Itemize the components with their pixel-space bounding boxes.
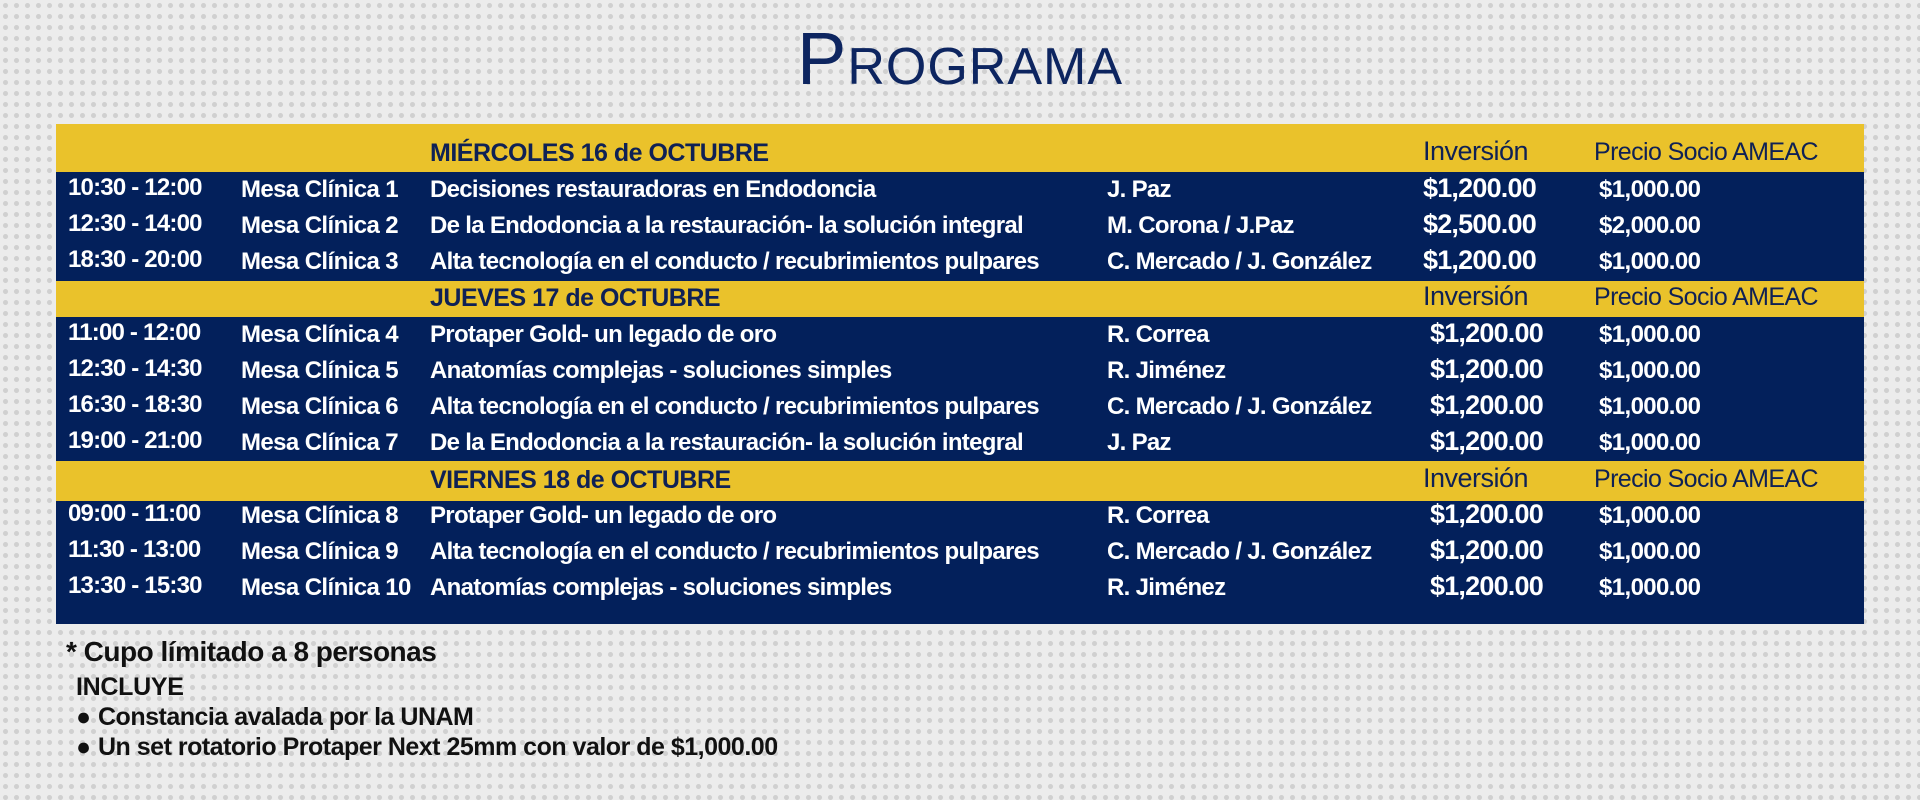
time-cell: 11:00 - 12:00 xyxy=(68,319,201,346)
time-cell: 11:30 - 13:00 xyxy=(68,536,201,563)
mesa-cell: Mesa Clínica 8 xyxy=(241,502,399,529)
day-title: VIERNES 18 de OCTUBRE xyxy=(430,466,731,494)
schedule-table xyxy=(56,124,1864,624)
socio-price-cell: $1,000.00 xyxy=(1599,357,1701,384)
mesa-cell: Mesa Clínica 3 xyxy=(241,248,399,275)
topic-cell: De la Endodoncia a la restauración- la solución integral xyxy=(430,212,1023,239)
mesa-cell: Mesa Clínica 1 xyxy=(241,176,399,203)
day-title: JUEVES 17 de OCTUBRE xyxy=(430,284,721,312)
capacity-note: * Cupo límitado a 8 personas xyxy=(66,636,437,667)
includes-item-text: Un set rotatorio Protaper Next 25mm con valor de $1,000.00 xyxy=(98,733,778,761)
topic-cell: De la Endodoncia a la restauración- la solución integral xyxy=(430,429,1023,456)
inversion-cell: $1,200.00 xyxy=(1423,173,1536,203)
bullet-icon: ● xyxy=(76,703,91,731)
inversion-cell: $1,200.00 xyxy=(1430,318,1543,348)
socio-price-cell: $1,000.00 xyxy=(1599,574,1701,601)
inversion-cell: $1,200.00 xyxy=(1430,499,1543,529)
socio-price-cell: $1,000.00 xyxy=(1599,321,1701,348)
time-cell: 18:30 - 20:00 xyxy=(68,246,202,273)
page-title: Programa xyxy=(796,17,1124,100)
speaker-cell: M. Corona / J.Paz xyxy=(1107,212,1294,239)
topic-cell: Alta tecnología en el conducto / recubrimientos pulpares xyxy=(430,248,1039,275)
socio-price-cell: $1,000.00 xyxy=(1599,393,1701,420)
socio-price-cell: $1,000.00 xyxy=(1599,502,1701,529)
inversion-cell: $2,500.00 xyxy=(1423,209,1536,239)
table-row xyxy=(56,425,1864,461)
inversion-cell: $1,200.00 xyxy=(1430,354,1543,384)
socio-header: Precio Socio AMEAC xyxy=(1594,283,1819,311)
day-header xyxy=(56,124,1864,172)
includes-title: INCLUYE xyxy=(76,673,184,701)
notes-section xyxy=(66,632,778,762)
topic-cell: Alta tecnología en el conducto / recubrimientos pulpares xyxy=(430,393,1039,420)
inversion-header: Inversión xyxy=(1423,463,1529,493)
table-row xyxy=(56,498,1864,534)
includes-item xyxy=(76,702,778,732)
inversion-cell: $1,200.00 xyxy=(1423,245,1536,275)
time-cell: 10:30 - 12:00 xyxy=(68,174,202,201)
inversion-header: Inversión xyxy=(1423,281,1529,311)
table-row xyxy=(56,208,1864,244)
topic-cell: Alta tecnología en el conducto / recubrimientos pulpares xyxy=(430,538,1039,565)
mesa-cell: Mesa Clínica 6 xyxy=(241,393,399,420)
time-cell: 13:30 - 15:30 xyxy=(68,572,202,599)
topic-cell: Anatomías complejas - soluciones simples xyxy=(430,357,892,384)
day-header xyxy=(56,281,1864,317)
inversion-cell: $1,200.00 xyxy=(1430,571,1543,601)
speaker-cell: R. Jiménez xyxy=(1107,357,1226,384)
speaker-cell: J. Paz xyxy=(1107,429,1171,456)
socio-header: Precio Socio AMEAC xyxy=(1594,465,1819,493)
topic-cell: Protaper Gold- un legado de oro xyxy=(430,502,777,529)
bullet-icon: ● xyxy=(76,733,91,761)
speaker-cell: R. Correa xyxy=(1107,321,1209,348)
mesa-cell: Mesa Clínica 9 xyxy=(241,538,399,565)
inversion-cell: $1,200.00 xyxy=(1430,535,1543,565)
mesa-cell: Mesa Clínica 10 xyxy=(241,574,411,601)
speaker-cell: R. Correa xyxy=(1107,502,1209,529)
mesa-cell: Mesa Clínica 2 xyxy=(241,212,399,239)
time-cell: 09:00 - 11:00 xyxy=(68,500,201,527)
speaker-cell: J. Paz xyxy=(1107,176,1171,203)
time-cell: 16:30 - 18:30 xyxy=(68,391,202,418)
table-row xyxy=(56,317,1864,353)
table-row xyxy=(56,570,1864,606)
socio-price-cell: $1,000.00 xyxy=(1599,538,1701,565)
socio-price-cell: $2,000.00 xyxy=(1599,212,1701,239)
speaker-cell: C. Mercado / J. González xyxy=(1107,248,1372,275)
time-cell: 19:00 - 21:00 xyxy=(68,427,202,454)
table-row xyxy=(56,172,1864,208)
day-title: MIÉRCOLES 16 de OCTUBRE xyxy=(430,139,769,167)
table-row xyxy=(56,534,1864,570)
day-header xyxy=(56,461,1864,501)
mesa-cell: Mesa Clínica 5 xyxy=(241,357,399,384)
mesa-cell: Mesa Clínica 4 xyxy=(241,321,399,348)
socio-price-cell: $1,000.00 xyxy=(1599,248,1701,275)
speaker-cell: C. Mercado / J. González xyxy=(1107,538,1372,565)
topic-cell: Decisiones restauradoras en Endodoncia xyxy=(430,176,876,203)
inversion-cell: $1,200.00 xyxy=(1430,426,1543,456)
mesa-cell: Mesa Clínica 7 xyxy=(241,429,399,456)
topic-cell: Anatomías complejas - soluciones simples xyxy=(430,574,892,601)
socio-header: Precio Socio AMEAC xyxy=(1594,138,1819,166)
inversion-cell: $1,200.00 xyxy=(1430,390,1543,420)
socio-price-cell: $1,000.00 xyxy=(1599,176,1701,203)
table-row xyxy=(56,389,1864,425)
table-row xyxy=(56,244,1864,280)
includes-item xyxy=(76,732,778,762)
speaker-cell: C. Mercado / J. González xyxy=(1107,393,1372,420)
includes-item-text: Constancia avalada por la UNAM xyxy=(98,703,474,731)
time-cell: 12:30 - 14:00 xyxy=(68,210,202,237)
socio-price-cell: $1,000.00 xyxy=(1599,429,1701,456)
inversion-header: Inversión xyxy=(1423,136,1529,166)
time-cell: 12:30 - 14:30 xyxy=(68,355,202,382)
table-row xyxy=(56,353,1864,389)
topic-cell: Protaper Gold- un legado de oro xyxy=(430,321,777,348)
speaker-cell: R. Jiménez xyxy=(1107,574,1226,601)
